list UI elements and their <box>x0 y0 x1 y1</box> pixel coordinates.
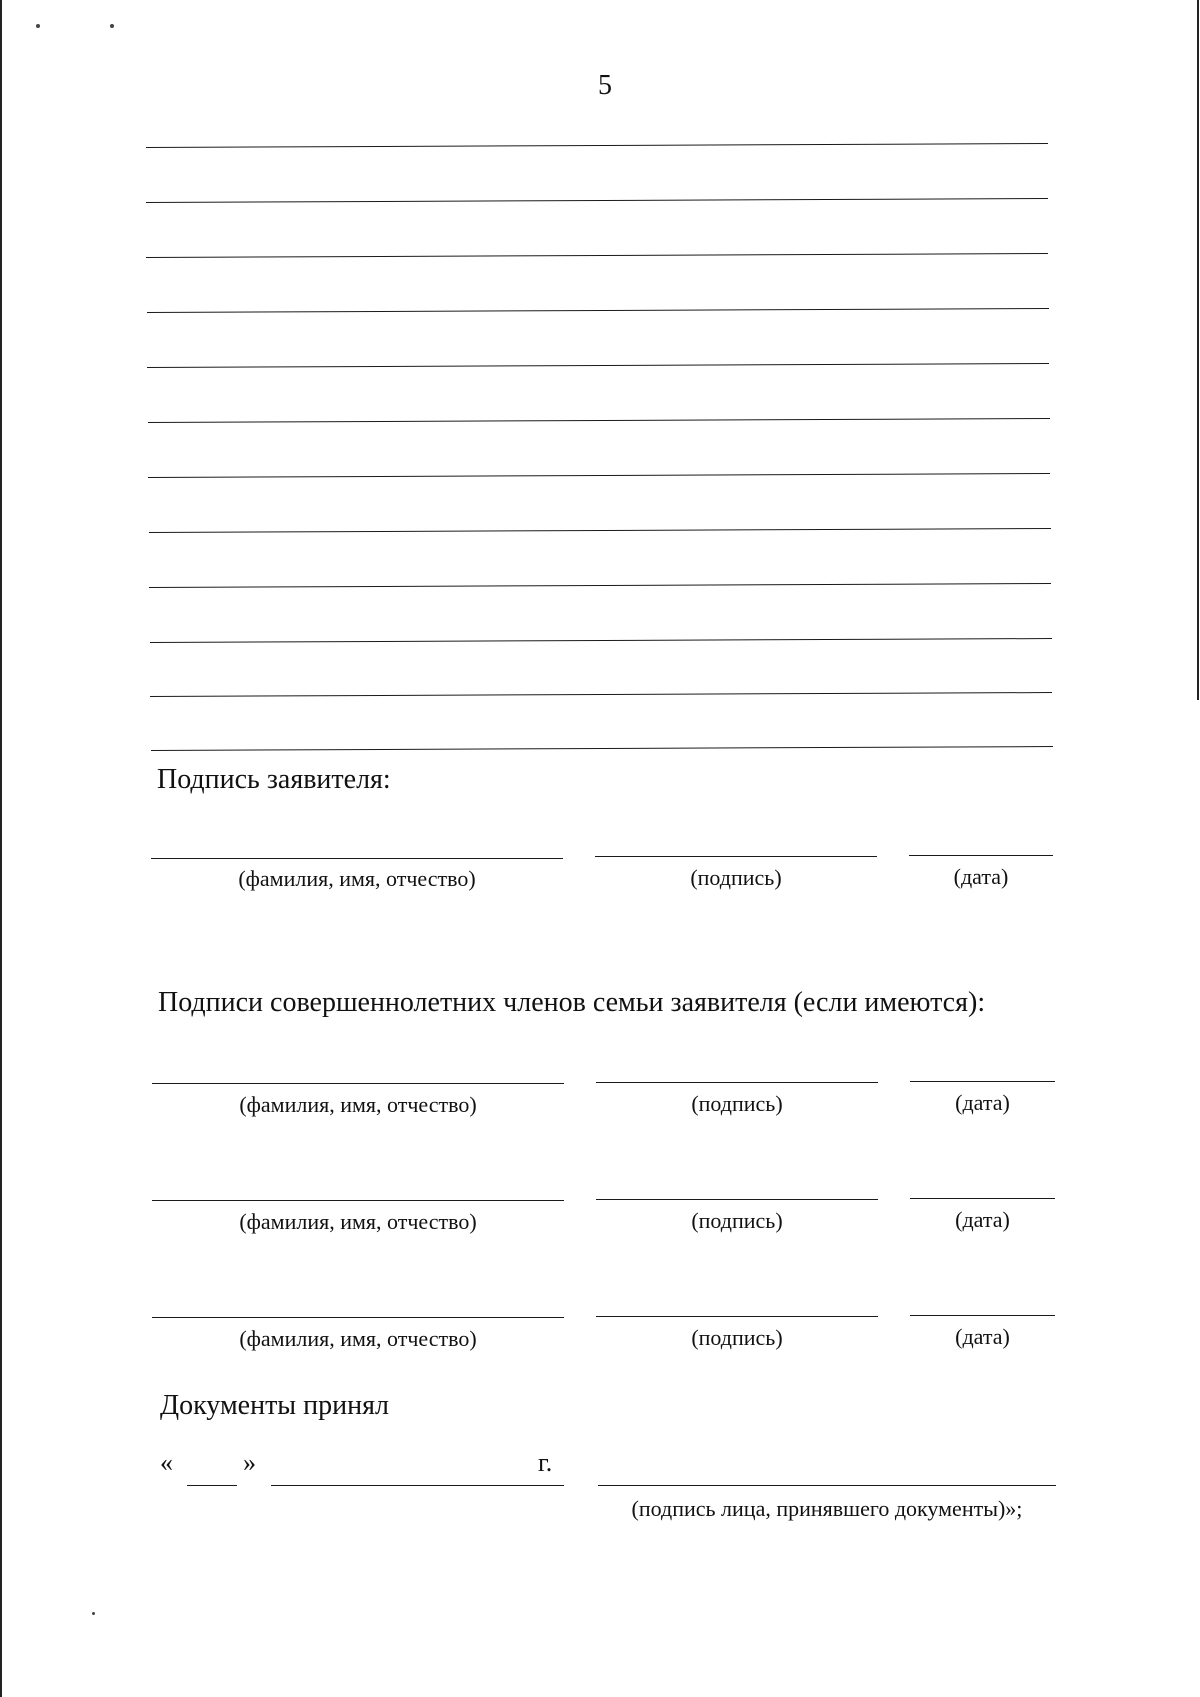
family-signature-field[interactable] <box>596 1316 878 1317</box>
family-signature-field[interactable] <box>596 1082 878 1083</box>
right-page-edge <box>1197 0 1199 700</box>
acceptance-signature-caption: (подпись лица, принявшего документы)»; <box>631 1496 1023 1521</box>
family-date-caption: (дата) <box>955 1090 1010 1115</box>
scan-speck <box>110 24 114 28</box>
writing-line[interactable] <box>149 583 1051 588</box>
writing-line[interactable] <box>150 692 1052 697</box>
writing-line[interactable] <box>147 363 1049 368</box>
applicant-date-field[interactable] <box>909 855 1053 856</box>
applicant-name-caption: (фамилия, имя, отчество) <box>238 866 476 891</box>
family-date-field[interactable] <box>910 1315 1055 1316</box>
applicant-name-field[interactable] <box>151 858 563 859</box>
writing-line[interactable] <box>148 418 1050 423</box>
family-name-field[interactable] <box>152 1317 564 1318</box>
writing-line[interactable] <box>149 528 1051 533</box>
open-quote: « <box>160 1448 173 1477</box>
family-signature-caption: (подпись) <box>691 1208 783 1233</box>
family-date-field[interactable] <box>910 1198 1055 1199</box>
applicant-signature-caption: (подпись) <box>690 865 782 890</box>
family-signature-caption: (подпись) <box>691 1091 783 1116</box>
page-number: 5 <box>598 70 612 101</box>
applicant-signature-field[interactable] <box>595 856 877 857</box>
writing-line[interactable] <box>150 638 1052 643</box>
family-signature-field[interactable] <box>596 1199 878 1200</box>
family-date-field[interactable] <box>910 1081 1055 1082</box>
acceptance-day-field[interactable] <box>187 1485 237 1486</box>
documents-accepted-heading: Документы принял <box>160 1390 389 1421</box>
writing-line[interactable] <box>146 198 1048 203</box>
writing-line[interactable] <box>146 143 1048 148</box>
applicant-date-caption: (дата) <box>953 864 1009 889</box>
family-name-caption: (фамилия, имя, отчество) <box>239 1326 477 1351</box>
family-name-caption: (фамилия, имя, отчество) <box>239 1209 477 1234</box>
family-date-caption: (дата) <box>955 1324 1010 1349</box>
writing-line[interactable] <box>146 253 1048 258</box>
year-suffix: г. <box>538 1448 553 1477</box>
family-name-field[interactable] <box>152 1200 564 1201</box>
scan-speck <box>92 1612 95 1615</box>
family-signature-caption: (подпись) <box>691 1325 783 1350</box>
writing-line[interactable] <box>148 473 1050 478</box>
left-page-edge <box>0 0 2 1697</box>
applicant-signature-heading: Подпись заявителя: <box>157 764 391 795</box>
family-name-field[interactable] <box>152 1083 564 1084</box>
acceptance-signature-field[interactable] <box>598 1485 1056 1486</box>
close-quote: » <box>243 1448 256 1477</box>
scan-speck <box>36 24 40 28</box>
family-name-caption: (фамилия, имя, отчество) <box>239 1092 477 1117</box>
family-date-caption: (дата) <box>955 1207 1010 1232</box>
family-signatures-heading: Подписи совершеннолетних членов семьи заявителя (если имеются): <box>158 987 986 1018</box>
acceptance-month-year-field[interactable] <box>271 1485 564 1486</box>
writing-line[interactable] <box>147 308 1049 313</box>
writing-line[interactable] <box>151 746 1053 751</box>
